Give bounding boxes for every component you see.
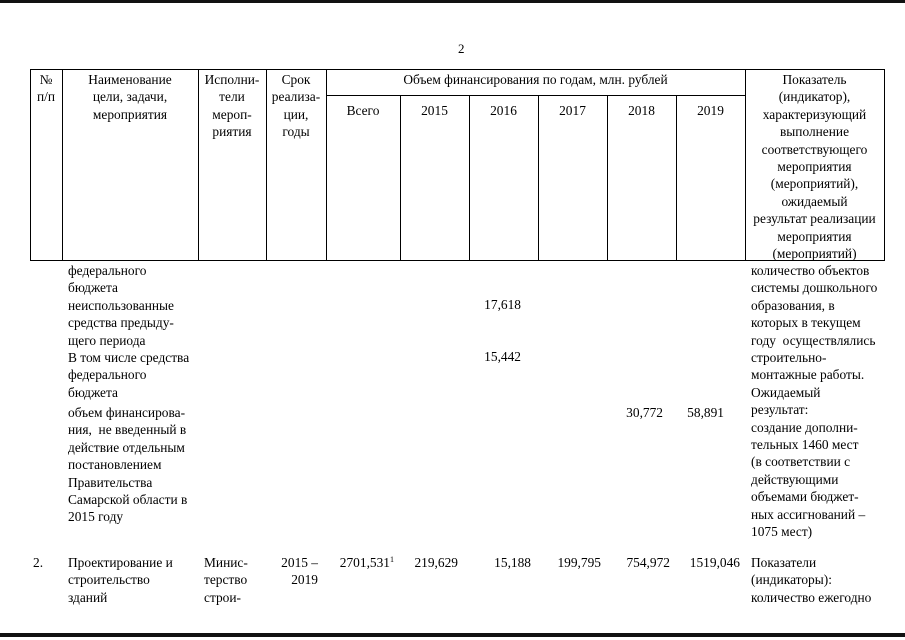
row2-2016: 15,188 (494, 555, 531, 570)
col-rule (469, 95, 470, 260)
cont-name-2: объем финансирова- ния, не введенный в действие отдельным постановлением Правительства Самарской области в 2015 году (68, 405, 188, 525)
header-funding: Объем финансирования по годам, млн. рублей (403, 72, 668, 87)
row2-2019: 1519,046 (689, 555, 740, 570)
row2-total-value: 2701,531 (339, 555, 390, 570)
header-year-2017: 2017 (559, 103, 586, 118)
page-number: 2 (458, 41, 465, 56)
col-rule (326, 69, 327, 260)
header-term: Срок реализа- ции, годы (271, 72, 321, 140)
header-year-2018: 2018 (628, 103, 655, 118)
col-rule (676, 95, 677, 260)
row2-2018: 754,972 (626, 555, 670, 570)
header-executor: Исполни- тели мероп- риятия (204, 72, 260, 140)
header-year-2019: 2019 (697, 103, 724, 118)
row2-name: Проектирование и строительство зданий (68, 555, 173, 605)
cont-2016-value-2: 15,442 (484, 349, 521, 364)
cont-2016-value-1: 17,618 (484, 297, 521, 312)
col-rule (538, 95, 539, 260)
row2-total-footnote: 1 (390, 555, 394, 564)
top-border (0, 0, 905, 3)
row2-term: 2015 – 2019 (281, 555, 318, 588)
col-rule (607, 95, 608, 260)
table-top-rule (30, 69, 885, 70)
cont-indicator: количество объектов системы дошкольного образования, в которых в текущем году осуществлялись строительно- монтажные работы. Ожидаемый результат: создание дополни- тельных 1460 мест (в соответствии с действующими объемами бюджет- ных ассигнований – 1075 мест) (751, 263, 878, 540)
cont-2018-value: 30,772 (626, 405, 663, 420)
header-indicator: Показатель (индикатор), характеризующий выполнение соответствующего мероприятия (мероприятий), ожидаемый результат реализации мероприятия (мероприятий) (753, 72, 876, 262)
col-rule (400, 95, 401, 260)
row2-2017: 199,795 (557, 555, 601, 570)
bottom-border (0, 633, 905, 637)
header-year-2016: 2016 (490, 103, 517, 118)
header-total: Всего (346, 103, 380, 118)
row2-num: 2. (33, 555, 44, 570)
row2-total (326, 554, 394, 571)
header-num: № п/п (36, 72, 56, 105)
cont-2019-value: 58,891 (687, 405, 724, 420)
header-year-2015: 2015 (421, 103, 448, 118)
row2-2015: 219,629 (414, 555, 458, 570)
row2-executor: Минис- терство строи- (204, 555, 248, 605)
col-rule (884, 69, 885, 260)
header-name: Наименование цели, задачи, мероприятия (88, 72, 172, 122)
funding-subheader-rule (326, 95, 745, 96)
row2-indicator: Показатели (индикаторы): количество ежегодно (751, 555, 872, 605)
cont-name-1: федерального бюджета неиспользованные средства предыду- щего периода В том числе средства федерального бюджета (68, 263, 190, 400)
